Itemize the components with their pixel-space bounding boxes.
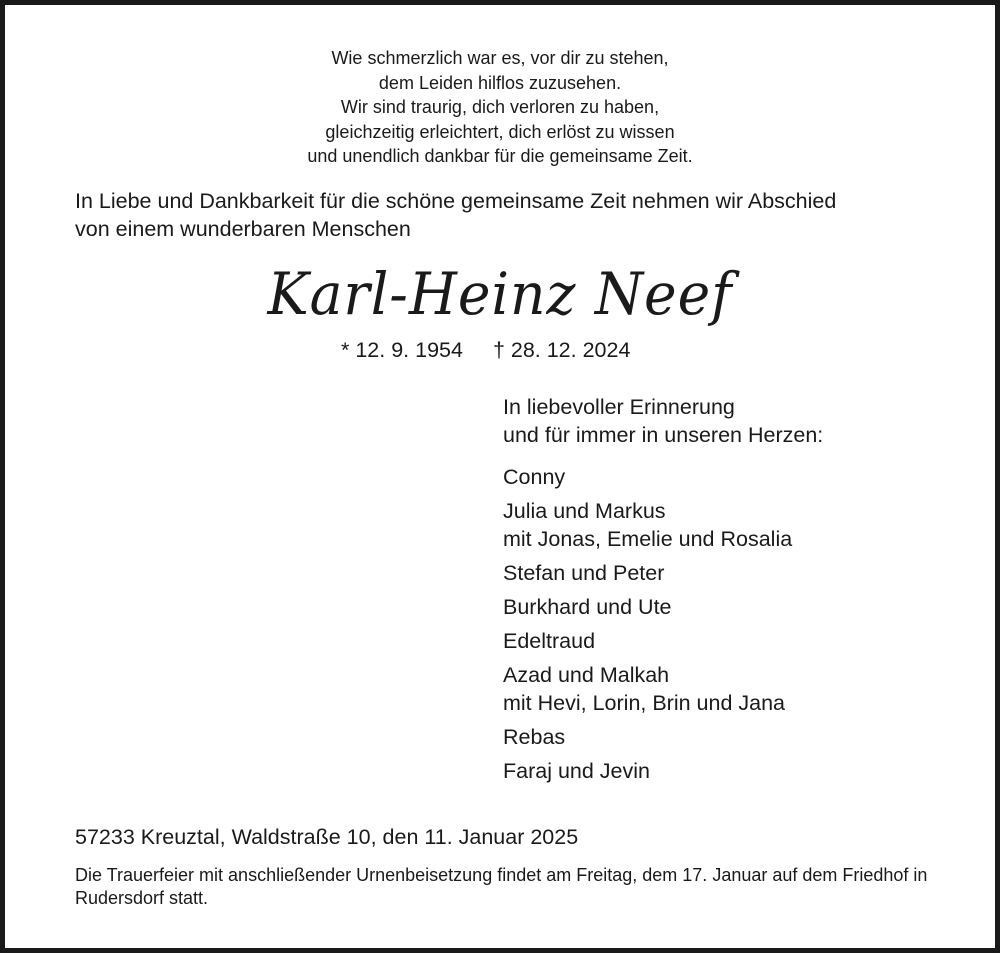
funeral-notice: Die Trauerfeier mit anschließender Urnenbeisetzung findet am Freitag, dem 17. Januar auf dem Friedhof in Rudersdorf statt.: [75, 865, 928, 908]
mourner-entry: [503, 627, 943, 655]
mourner-line: mit Jonas, Emelie und Rosalia: [503, 527, 793, 551]
mourner-line: Rebas: [503, 725, 566, 749]
death-date: † 28. 12. 2024: [492, 338, 631, 362]
life-dates: [341, 336, 630, 364]
mourner-line: Conny: [503, 465, 566, 489]
mourner-line: Edeltraud: [503, 629, 596, 653]
poem-line: gleichzeitig erleichtert, dich erlöst zu wissen: [325, 121, 675, 142]
poem-line: dem Leiden hilflos zuzusehen.: [378, 72, 622, 93]
poem-line: Wie schmerzlich war es, vor dir zu stehen,: [331, 48, 669, 68]
mourner-entry: [503, 723, 943, 751]
mourner-entry: [503, 757, 943, 785]
mourner-line: Azad und Malkah: [503, 663, 670, 687]
mourner-entry: [503, 661, 943, 717]
mourner-line: mit Hevi, Lorin, Brin und Jana: [503, 691, 786, 715]
poem: [5, 46, 995, 169]
deceased-name: Karl-Heinz Neef: [267, 260, 733, 328]
remembrance-line: In liebevoller Erinnerung: [503, 395, 735, 419]
poem-line: Wir sind traurig, dich verloren zu haben,: [340, 97, 660, 117]
address-line: 57233 Kreuztal, Waldstraße 10, den 11. Januar 2025: [75, 825, 579, 849]
mourner-entry: [503, 593, 943, 621]
poem-line: und unendlich dankbar für die gemeinsame Zeit.: [307, 146, 693, 166]
remembrance-text: [503, 393, 943, 449]
mourner-entry: [503, 559, 943, 587]
mourner-line: Julia und Markus: [503, 499, 666, 523]
mourner-line: Stefan und Peter: [503, 561, 665, 585]
family-list: [503, 393, 943, 791]
remembrance-line: und für immer in unseren Herzen:: [503, 423, 824, 447]
mourner-entry: [503, 463, 943, 491]
mourner-entry: [503, 497, 943, 553]
intro-line: von einem wunderbaren Menschen: [75, 217, 411, 241]
intro-text: [75, 187, 955, 243]
mourner-line: Burkhard und Ute: [503, 595, 672, 619]
intro-line: In Liebe und Dankbarkeit für die schöne gemeinsame Zeit nehmen wir Abschied: [75, 189, 837, 213]
birth-date: * 12. 9. 1954: [341, 338, 463, 362]
mourner-line: Faraj und Jevin: [503, 759, 650, 783]
